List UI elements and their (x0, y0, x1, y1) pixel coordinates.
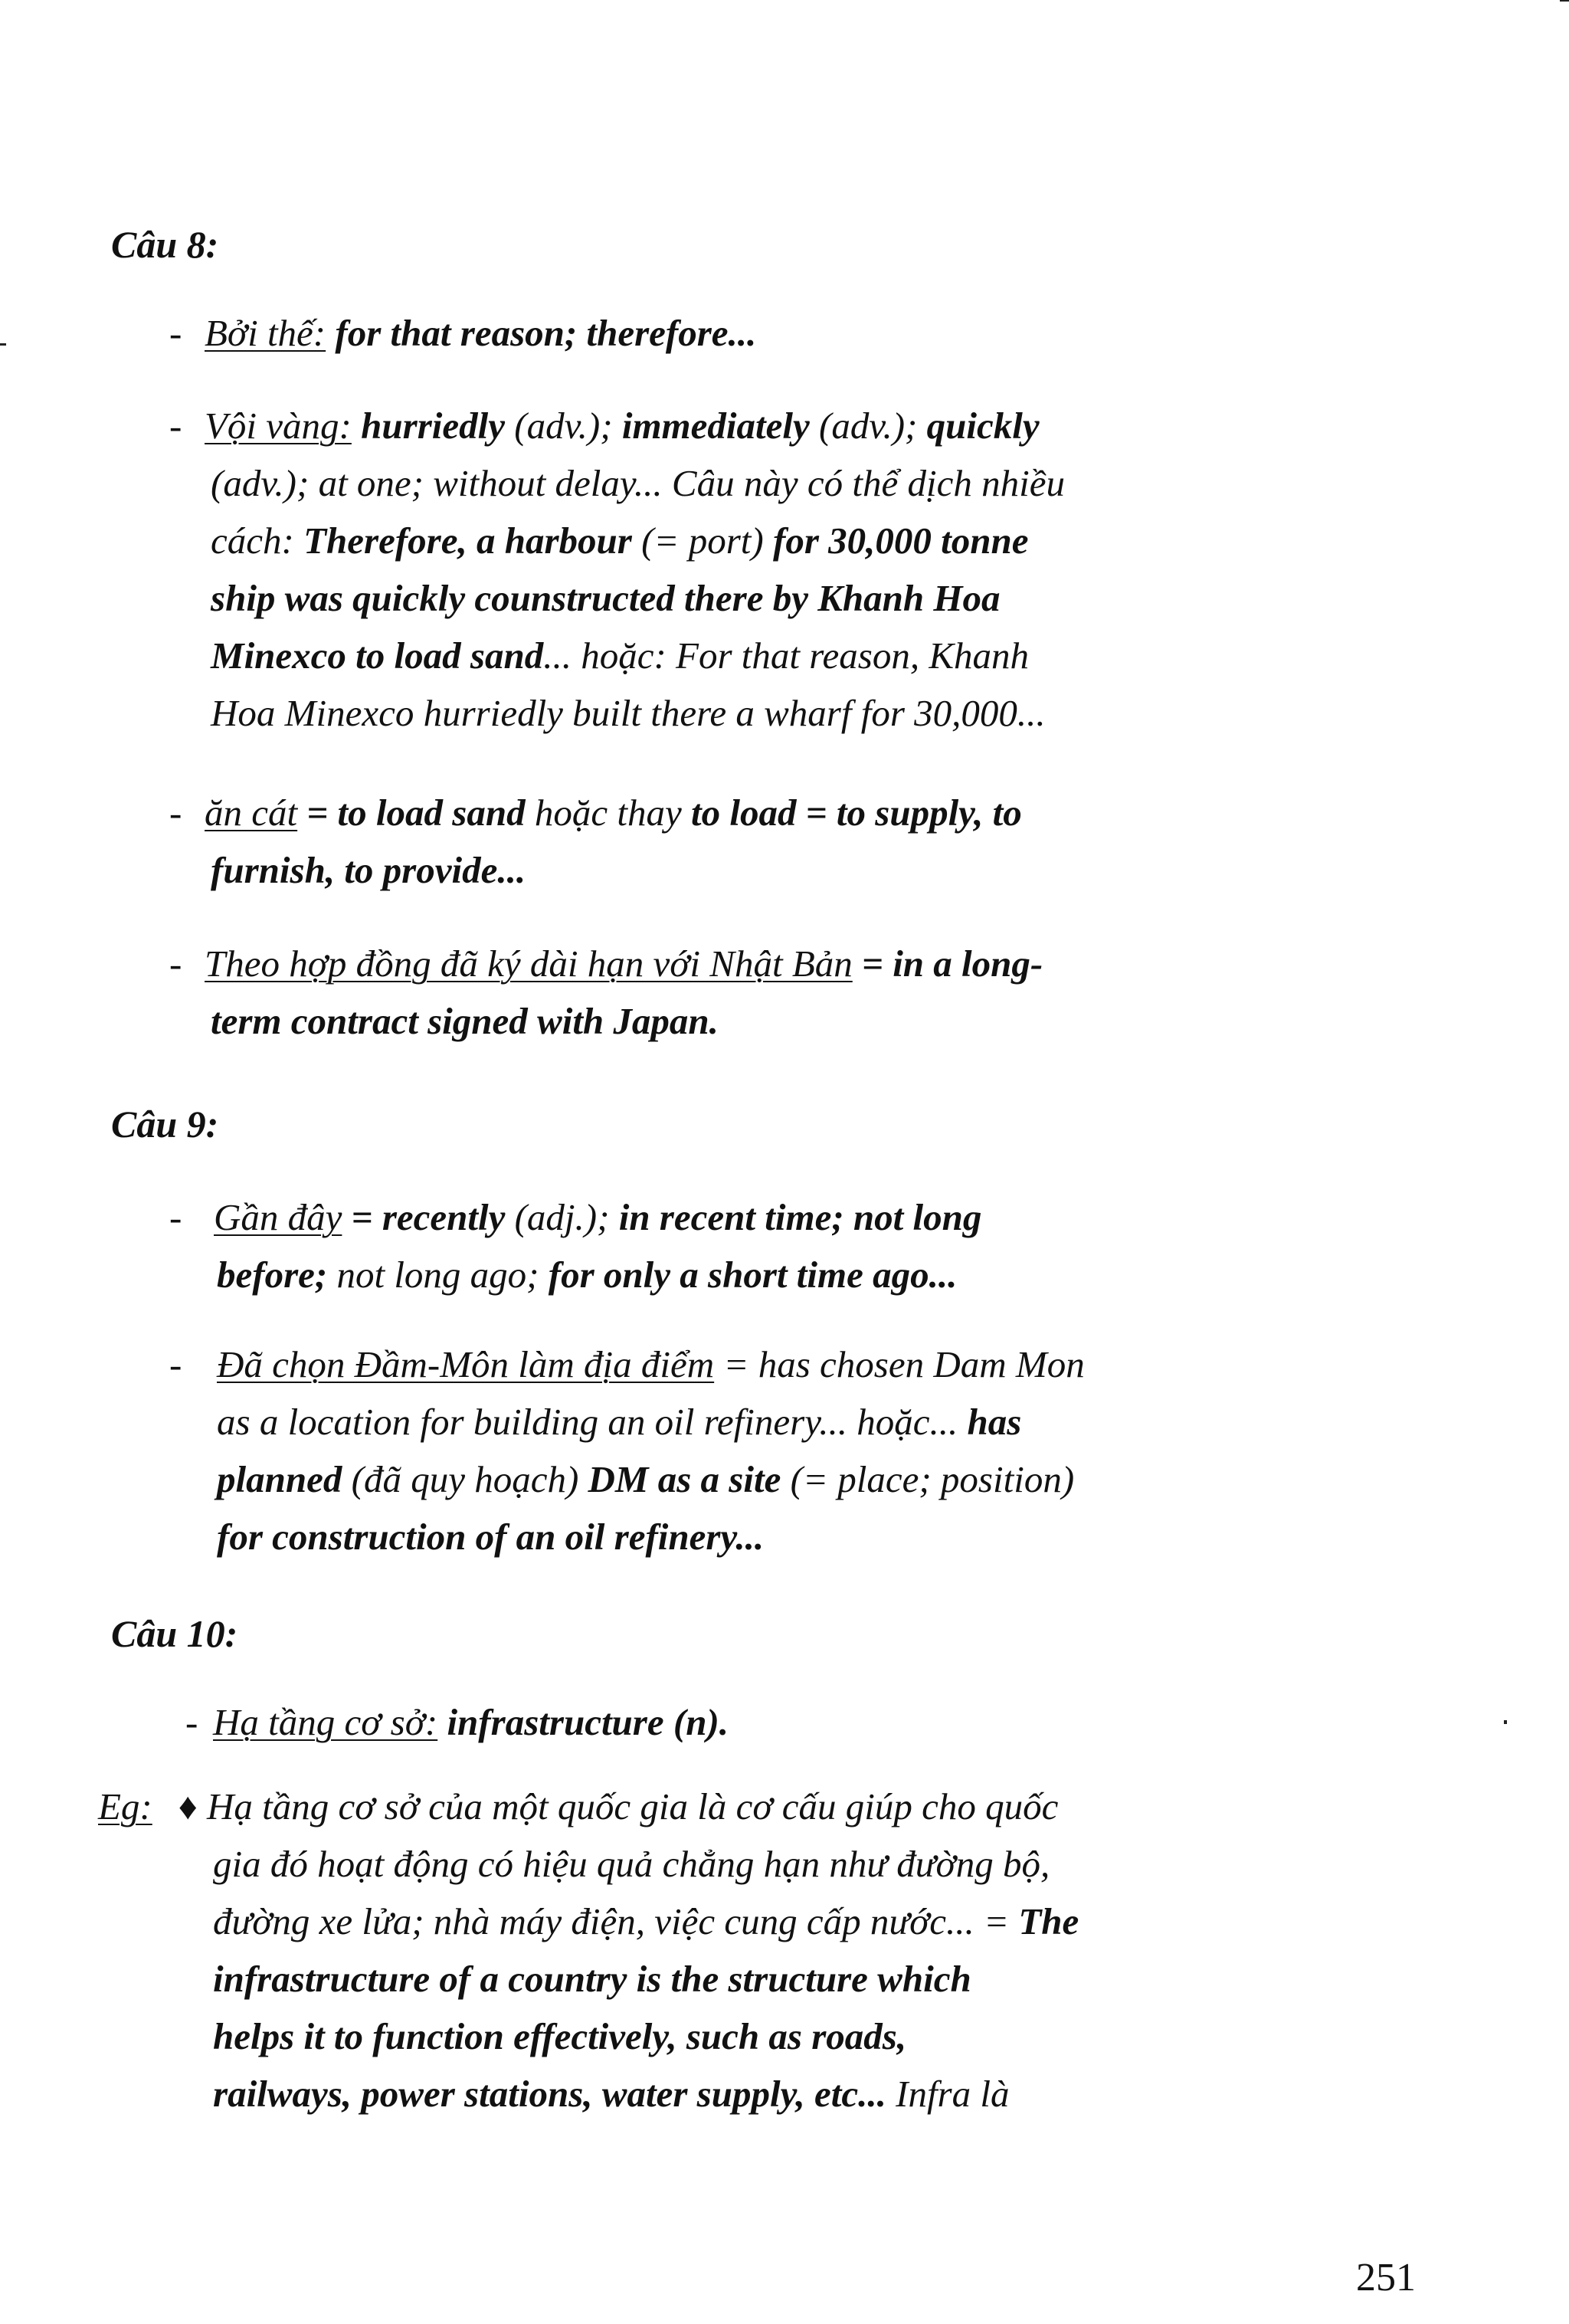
text-line: (adv.); at one; without delay... Câu này có thể dịch nhiều (211, 462, 1065, 504)
section-heading: Câu 8: (111, 223, 219, 266)
vietnamese-term: ăn cát (205, 792, 298, 834)
vietnamese-term: Theo hợp đồng đã ký dài hạn với Nhật Bản (205, 942, 853, 985)
dash-marker: - (169, 792, 182, 834)
vietnamese-term: Đã chọn Đầm-Môn làm địa điểm (217, 1343, 715, 1385)
scan-speck (1560, 0, 1569, 2)
vietnamese-term: Hạ tầng cơ sở: (213, 1701, 438, 1743)
text-line: for construction of an oil refinery... (217, 1516, 765, 1558)
text-line: helps it to function effectively, such as roads, (213, 2015, 907, 2057)
vietnamese-term: Gần đây (214, 1196, 342, 1238)
dash-marker: - (185, 1701, 198, 1743)
definition-paragraph (185, 1693, 1456, 1751)
definition-paragraph (169, 304, 1440, 362)
dash-marker: - (169, 1196, 182, 1238)
definition-paragraph: - Đã chọn Đầm-Môn làm địa điểm = has chosen Dam Mon as a location for building an oil refinery... hoặc... has planned (đã quy hoạch) DM as a site (= place; position) for construction of an oil refinery... (172, 1336, 1440, 1565)
text-line: furnish, to provide... (211, 849, 526, 891)
text-line: gia đó hoạt động có hiệu quả chẳng hạn như đường bộ, (213, 1843, 1050, 1885)
text-line: Hoa Minexco hurriedly built there a wharf for 30,000... (211, 692, 1046, 734)
example-block: Eg: ♦ Hạ tầng cơ sở của một quốc gia là cơ cấu giúp cho quốc gia đó hoạt động có hiệu quả chẳng hạn như đường bộ, đường xe lửa; nhà máy điện, việc cung cấp nước... = The infrastructure of a country is the structure which helps it to function effectively, such as roads, railways, power stations, water supply, etc... Infra là (98, 1785, 1079, 2115)
text-line: term contract signed with Japan. (211, 1000, 719, 1042)
dash-marker: - (169, 312, 182, 354)
vietnamese-term: Vội vàng: (205, 405, 352, 447)
scan-speck (1504, 1720, 1507, 1724)
text-line: ship was quickly counstructed there by Khanh Hoa (211, 577, 1001, 619)
scan-speck (0, 343, 6, 346)
dash-marker: - (169, 405, 182, 447)
translation: for that reason; therefore... (326, 312, 757, 354)
definition-paragraph: - Theo hợp đồng đã ký dài hạn với Nhật Bản = in a long- term contract signed with Japan. (172, 935, 1440, 1050)
section-heading: Câu 9: (111, 1103, 219, 1146)
bullet-icon: ♦ (178, 1785, 198, 1827)
definition-paragraph: - Vội vàng: hurriedly (adv.); immediately (adv.); quickly (adv.); at one; without delay... Câu này có thể dịch nhiều cách: Therefore, a harbour (= port) for 30,000 tonne ship was quickly counstructed there by Khanh Hoa Minexco to load sand... hoặc: For that reason, Khanh Hoa Minexco hurriedly built there a wharf for 30,000... (172, 397, 1440, 742)
definition-paragraph: - Gần đây = recently (adj.); in recent time; not long before; not long ago; for only a short time ago... (172, 1188, 1440, 1303)
text-line: infrastructure of a country is the structure which (213, 1958, 971, 2000)
section-heading: Câu 10: (111, 1612, 238, 1655)
page-number: 251 (1356, 2256, 1416, 2299)
definition-paragraph: - ăn cát = to load sand hoặc thay to load = to supply, to furnish, to provide... (172, 784, 1440, 899)
dash-marker: - (169, 1343, 182, 1385)
translation: infrastructure (n). (437, 1701, 729, 1743)
vietnamese-term: Bởi thế: (205, 312, 326, 354)
dash-marker: - (169, 942, 182, 985)
example-label: Eg: (98, 1785, 152, 1827)
